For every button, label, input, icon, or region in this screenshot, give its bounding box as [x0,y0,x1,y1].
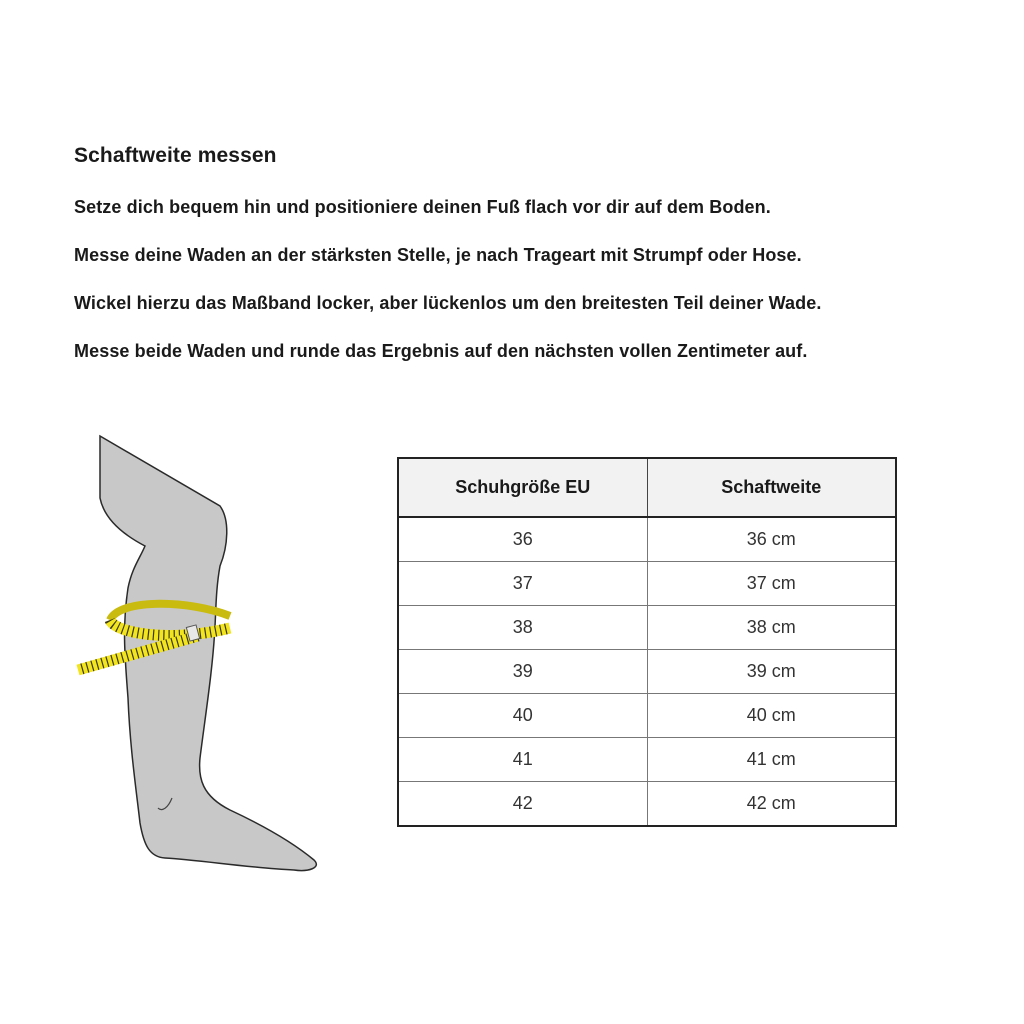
shaft-width-cell: 36 cm [647,517,896,562]
instruction-step: Setze dich bequem hin und positioniere deinen Fuß flach vor dir auf dem Boden. [74,197,771,217]
table-row [398,738,896,782]
column-header-shaft-width: Schaftweite [647,458,896,517]
shaft-width-cell: 42 cm [647,782,896,827]
table-row [398,517,896,562]
shaft-width-cell: 37 cm [647,562,896,606]
table-row [398,694,896,738]
table-row [398,782,896,827]
table-header-row [398,458,896,517]
table-row [398,650,896,694]
shoe-size-cell: 41 [398,738,647,782]
shoe-size-cell: 42 [398,782,647,827]
instruction-list [74,195,821,387]
shoe-size-cell: 36 [398,517,647,562]
shaft-width-cell: 39 cm [647,650,896,694]
shaft-width-cell: 38 cm [647,606,896,650]
shoe-size-cell: 38 [398,606,647,650]
shoe-size-cell: 40 [398,694,647,738]
instruction-step: Messe deine Waden an der stärksten Stelle, je nach Trageart mit Strumpf oder Hose. [74,245,802,265]
leg-with-measuring-tape-icon [70,428,330,878]
table-row [398,606,896,650]
shaft-width-cell: 40 cm [647,694,896,738]
table-row [398,562,896,606]
shaft-width-cell: 41 cm [647,738,896,782]
size-table [397,457,897,827]
leg-measuring-illustration [70,428,330,878]
shoe-size-cell: 37 [398,562,647,606]
column-header-shoe-size: Schuhgröße EU [398,458,647,517]
page-title: Schaftweite messen [74,144,277,167]
instruction-step: Wickel hierzu das Maßband locker, aber lückenlos um den breitesten Teil deiner Wade. [74,293,822,313]
shoe-size-cell: 39 [398,650,647,694]
instruction-step: Messe beide Waden und runde das Ergebnis auf den nächsten vollen Zentimeter auf. [74,341,808,361]
